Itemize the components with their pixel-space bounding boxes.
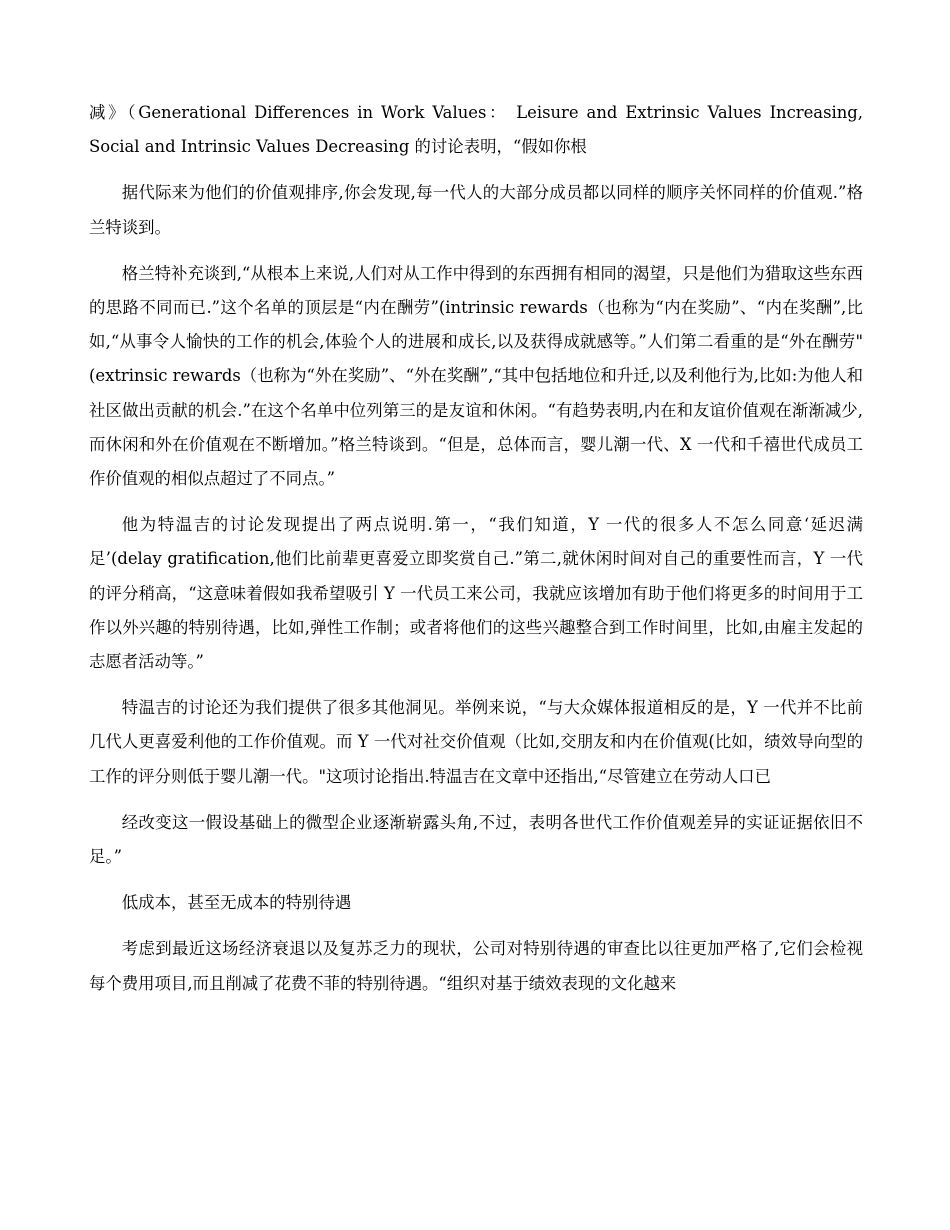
paragraph-5: 特温吉的讨论还为我们提供了很多其他洞见。举例来说，“与大众媒体报道相反的是，Y 一代并不比前几代人更喜爱利他的工作价值观。而 Y 一代对社交价值观（比如,交朋友和内在价值观(比如，绩效导向型的工作的评分则低于婴儿潮一代。"这项讨论指出.特温吉在文章中还指出,“尽管建立在劳动人口已 — [89, 698, 863, 786]
paragraph-7: 考虑到最近这场经济衰退以及复苏乏力的现状，公司对特别待遇的审查比以往更加严格了,它们会检视每个费用项目,而且削减了花费不菲的特别待遇。“组织对基于绩效表现的文化越来 — [89, 939, 863, 993]
paragraph-2: 据代际来为他们的价值观排序,你会发现,每一代人的大部分成员都以同样的顺序关怀同样的价值观.”格兰特谈到。 — [89, 183, 863, 237]
document-page — [89, 96, 863, 1013]
paragraph-4: 他为特温吉的讨论发现提出了两点说明.第一，“我们知道，Y 一代的很多人不怎么同意‘延迟满足’(delay gratification,他们比前辈更喜爱立即奖赏自己.”第二,就休闲时间对自己的重要性而言，Y 一代的评分稍高，“这意味着假如我希望吸引 Y 一代员工来公司，我就应该增加有助于他们将更多的时间用于工作以外兴趣的特别待遇，比如,弹性工作制；或者将他们的这些兴趣整合到工作时间里，比如,由雇主发起的志愿者活动等。” — [89, 515, 863, 672]
section-heading: 低成本，甚至无成本的特别待遇 — [121, 893, 352, 913]
paragraph-1: 减》（Generational Differences in Work Values： Leisure and Extrinsic Values Increasing, Social and Intrinsic Values Decreasing 的讨论表明，“假如你根 — [89, 103, 863, 157]
paragraph-6: 经改变这一假设基础上的微型企业逐渐崭露头角,不过，表明各世代工作价值观差异的实证证据依旧不足。” — [89, 812, 863, 867]
paragraph-3: 格兰特补充谈到,“从根本上来说,人们对从工作中得到的东西拥有相同的渴望，只是他们为猎取这些东西的思路不同而已.”这个名单的顶层是“内在酬劳”(intrinsic rewards（也称为“内在奖励”、“内在奖酬”,比如,“从事令人愉快的工作的机会,体验个人的进展和成长,以及获得成就感等。”人们第二看重的是“外在酬劳"(extrinsic rewards（也称为“外在奖励”、“外在奖酬”,“其中包括地位和升迁,以及利他行为,比如:为他人和社区做出贡献的机会.”在这个名单中位列第三的是友谊和休闲。“有趋势表明,内在和友谊价值观在渐渐减少,而休闲和外在价值观在不断增加。”格兰特谈到。“但是，总体而言，婴儿潮一代、X 一代和千禧世代成员工作价值观的相似点超过了不同点。” — [89, 263, 863, 489]
